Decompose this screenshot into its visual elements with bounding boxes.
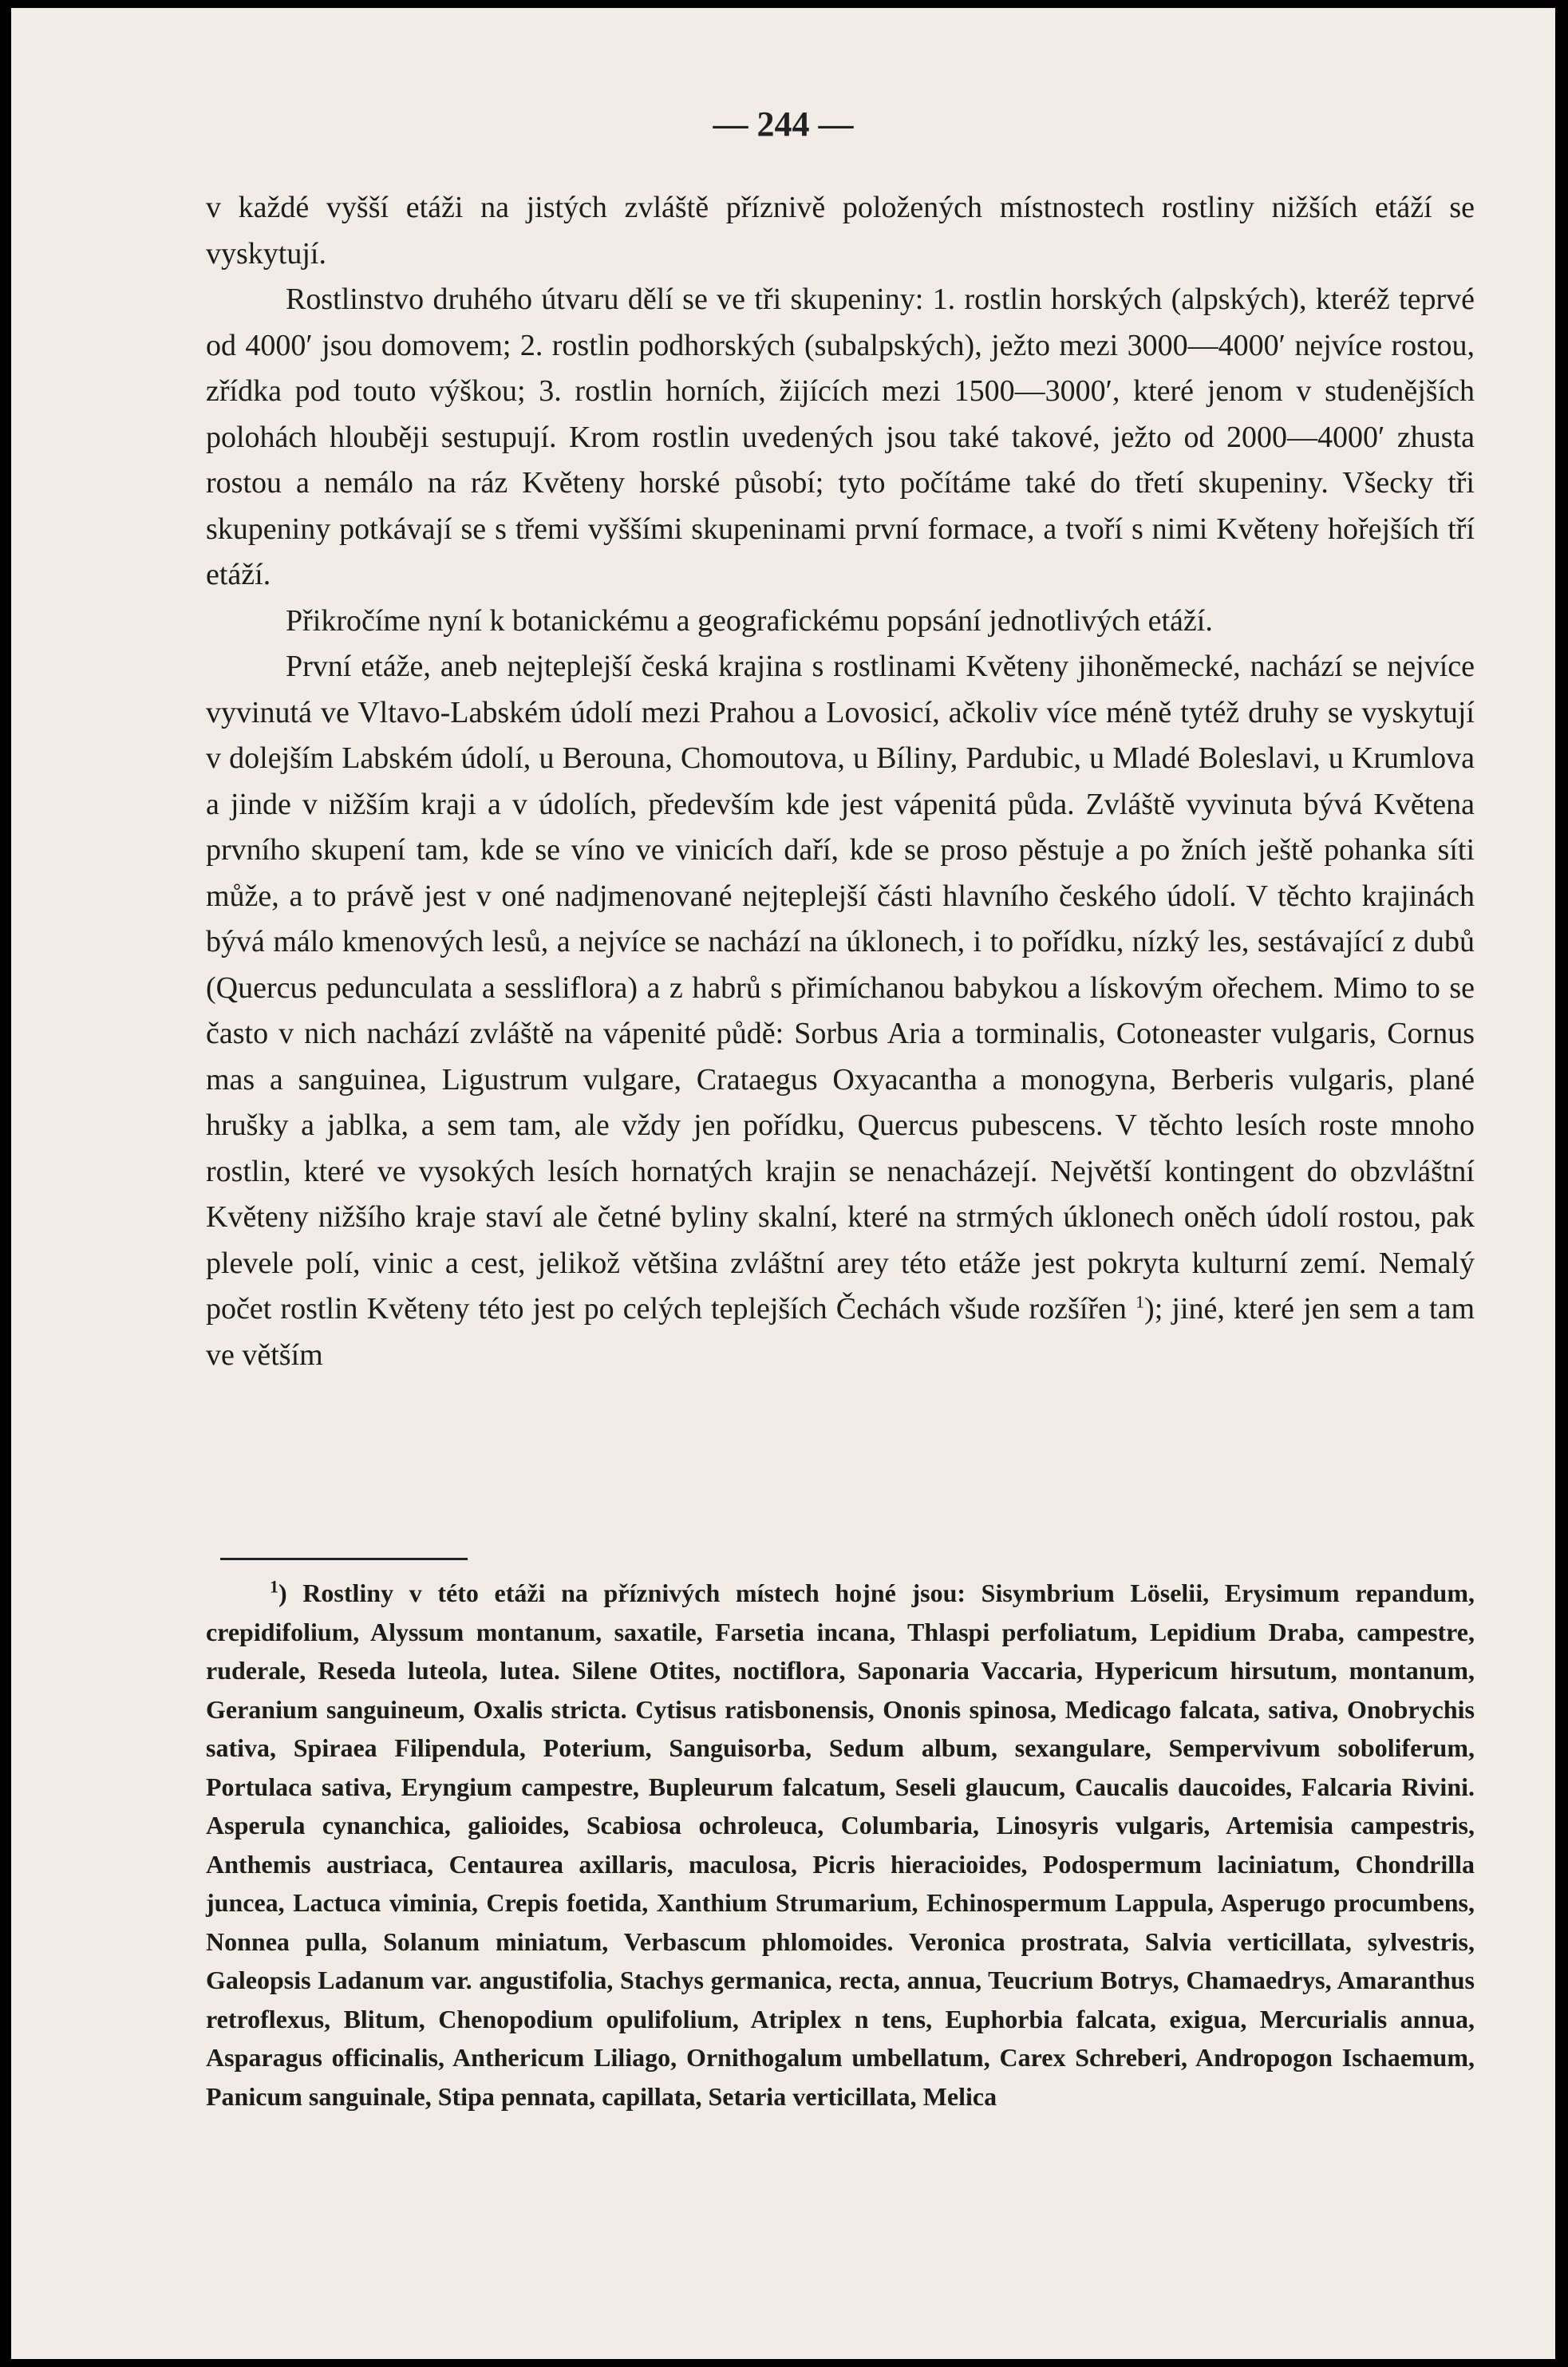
- book-page: [11, 8, 1555, 2359]
- footnote-reference: 1: [1136, 1291, 1145, 1312]
- footnote-text: Rostliny v této etáži na příznivých místech hojné jsou: Sisymbrium Löselii, Erysimum repandum, crepidifolium, Alyssum montanum, saxatile, Farsetia incana, Thlaspi perfoliatum, Lepidium Draba, campestre, ruderale, Reseda luteola, lutea. Silene Otites, noctiflora, Saponaria Vaccaria, Hypericum hirsutum, montanum, Geranium sanguineum, Oxalis stricta. Cytisus ratisbonensis, Ononis spinosa, Medicago falcata, sativa, Onobrychis sativa, Spiraea Filipendula, Poterium, Sanguisorba, Sedum album, sexangulare, Sempervivum soboliferum, Portulaca sativa, Eryngium campestre, Bupleurum falcatum, Seseli glaucum, Caucalis daucoides, Falcaria Rivini. Asperula cynanchica, galioides, Scabiosa ochroleuca, Columbaria, Linosyris vulgaris, Artemisia campestris, Anthemis austriaca, Centaurea axillaris, maculosa, Picris hieracioides, Podospermum laciniatum, Chondrilla juncea, Lactuca viminia, Crepis foetida, Xanthium Strumarium, Echinospermum Lappula, Asperugo procumbens, Nonnea pulla, Solanum miniatum, Verbascum phlomoides. Veronica prostrata, Salvia verticillata, sylvestris, Galeopsis Ladanum var. angustifolia, Stachys germanica, recta, annua, Teucrium Botrys, Chamaedrys, Amaranthus retroflexus, Blitum, Chenopodium opulifolium, Atriplex n tens, Euphorbia falcata, exigua, Mercurialis annua, Asparagus officinalis, Anthericum Liliago, Ornithogalum umbellatum, Carex Schreberi, Andropogon Ischaemum, Panicum sanguinale, Stipa pennata, capillata, Setaria verticillata, Melica: [206, 1579, 1475, 2111]
- footnote-divider: [220, 1558, 468, 1560]
- footnote-marker: 1: [270, 1576, 278, 1597]
- paragraph-4-tail: ); jiné, které jen sem a tam ve větším: [206, 1292, 1475, 1372]
- main-text: [206, 185, 1475, 1378]
- page-number: — 244 —: [713, 105, 854, 144]
- paragraph-4-text: První etáže, aneb nejteplejší česká krajina s rostlinami Květeny jihoněmecké, nachází se nejvíce vyvinutá ve Vltavo-Labském údolí mezi Prahou a Lovosicí, ačkoliv více méně tytéž druhy se vyskytují v dolejším Labském údolí, u Berouna, Chomoutova, u Bíliny, Pardubic, u Mladé Boleslavi, u Krumlova a jinde v nižším kraji a v údolích, především kde jest vápenitá půda. Zvláště vyvinuta bývá Květena prvního skupení tam, kde se víno ve vinicích daří, kde se proso pěstuje a po žních ještě pohanka síti může, a to právě jest v oné nadjmenované nejteplejší části hlavního českého údolí. V těchto krajinách bývá málo kmenových lesů, a nejvíce se nachází na úklonech, i to pořídku, nízký les, sestávající z dubů (Quercus pedunculata a sessliflora) a z habrů s přimíchanou babykou a lískovým ořechem. Mimo to se často v nich nachází zvláště na vápenité půdě: Sorbus Aria a torminalis, Cotoneaster vulgaris, Cornus mas a sanguinea, Ligustrum vulgare, Crataegus Oxyacantha a monogyna, Berberis vulgaris, plané hrušky a jablka, a sem tam, ale vždy jen pořídku, Quercus pubescens. V těchto lesích roste mnoho rostlin, které ve vysokých lesích hornatých krajin se nenacházejí. Největší kontingent do obzvláštní Květeny nižšího kraje staví ale četné byliny skalní, které na strmých úklonech oněch údolí rostou, pak plevele polí, vinic a cest, jelikož většina zvláštní arey této etáže jest pokryta kulturní zemí. Nemalý počet rostlin Květeny této jest po celých teplejších Čechách všude rozšířen: [206, 650, 1475, 1326]
- paragraph-3: Přikročíme nyní k botanickému a geografickému popsání jednotlivých etáží.: [286, 603, 1213, 638]
- paragraph-4: [206, 644, 1475, 1378]
- footnote-1: [206, 1574, 1475, 2116]
- footnote-marker-paren: ): [278, 1579, 287, 1607]
- paragraph-1: v každé vyšší etáži na jistých zvláště příznivě položených místnostech rostliny nižších etáží se vyskytují.: [206, 191, 1475, 271]
- paragraph-2: Rostlinstvo druhého útvaru dělí se ve tři skupeniny: 1. rostlin horských (alpských), kteréž teprvé od 4000′ jsou domovem; 2. rostlin podhorských (subalpských), ježto mezi 3000—4000′ nejvíce rostou, zřídka pod touto výškou; 3. rostlin horních, žijících mezi 1500—3000′, které jenom v studenějších polohách hlouběji sestupují. Krom rostlin uvedených jsou také takové, ježto od 2000—4000′ zhusta rostou a nemálo na ráz Květeny horské působí; tyto počítáme také do třetí skupeniny. Všecky tři skupeniny potkávají se s třemi vyššími skupeninami první formace, a tvoří s nimi Květeny hořejších tří etáží.: [206, 283, 1475, 591]
- footnote-section: [206, 1574, 1475, 2116]
